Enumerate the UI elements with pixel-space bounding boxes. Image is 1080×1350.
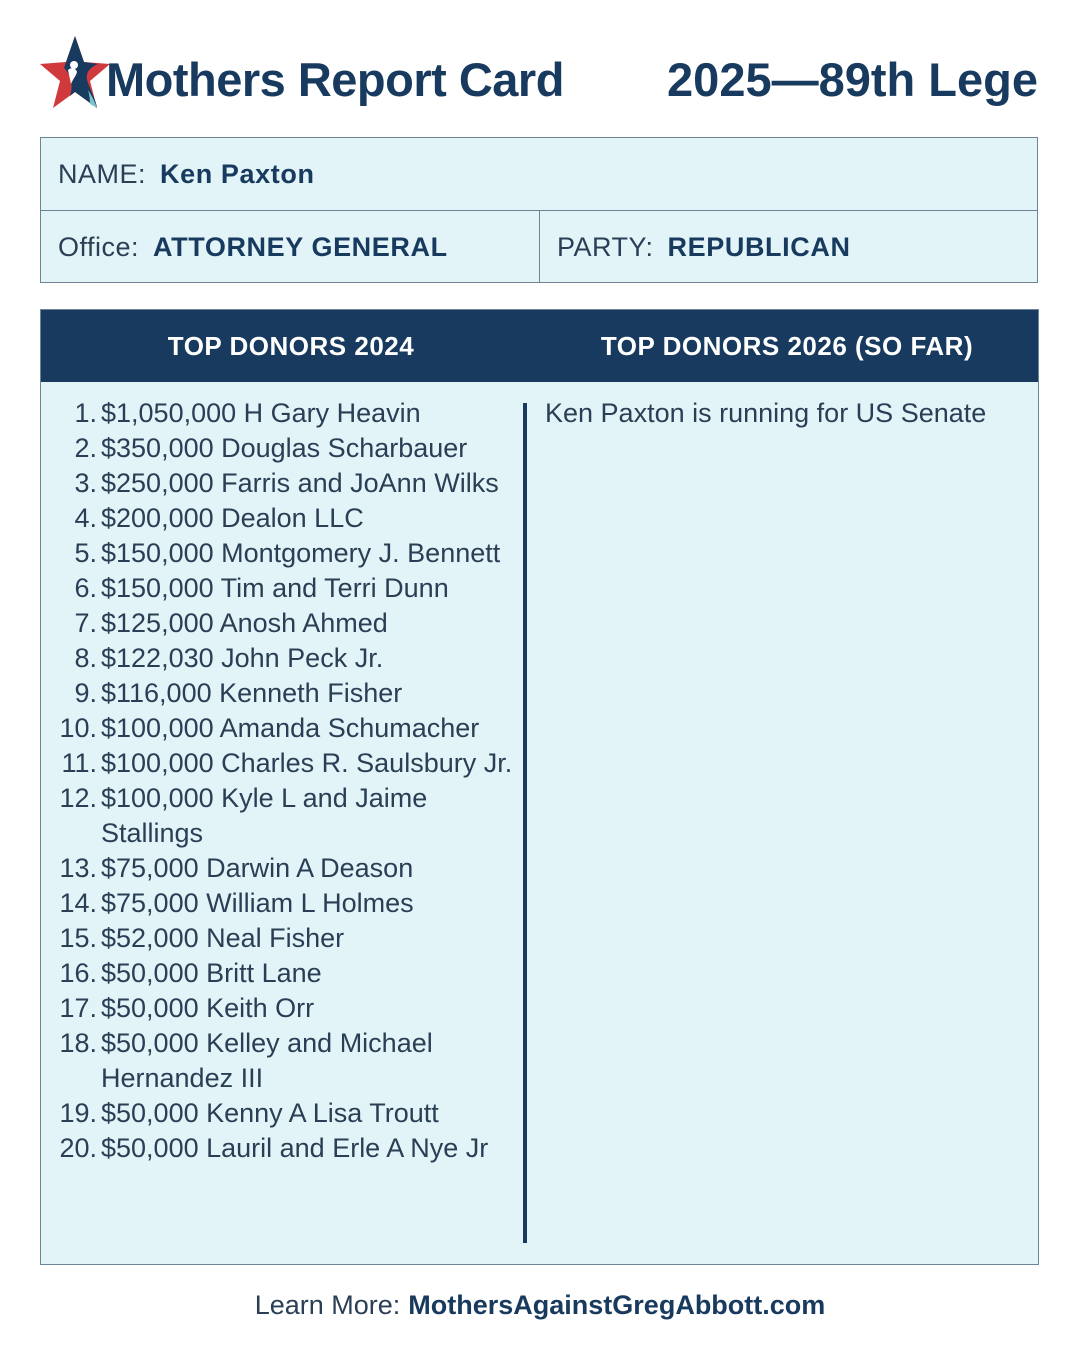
donor-text: $50,000 Lauril and Erle A Nye Jr	[101, 1133, 489, 1163]
donor-number: 12.	[59, 783, 97, 813]
donor-text: $1,050,000 H Gary Heavin	[101, 398, 421, 428]
donor-number: 9.	[74, 678, 97, 708]
col2-header: TOP DONORS 2026 (SO FAR)	[600, 330, 974, 361]
donor-number: 10.	[59, 713, 97, 743]
info-box	[40, 137, 1038, 283]
column-divider	[523, 403, 527, 1243]
donor-number: 15.	[59, 923, 97, 953]
office-label: Office:	[58, 232, 140, 262]
donor-item	[51, 571, 521, 606]
footer-link[interactable]: MothersAgainstGregAbbott.com	[408, 1290, 826, 1320]
donor-item	[51, 851, 521, 886]
brand-title: Mothers Report Card	[106, 53, 564, 106]
donor-text: $116,000 Kenneth Fisher	[101, 678, 403, 708]
donor-item	[51, 956, 521, 991]
donor-number: 5.	[74, 538, 97, 568]
name-row	[41, 138, 1037, 211]
donor-item	[51, 1026, 521, 1096]
party-label: PARTY:	[557, 232, 654, 262]
donor-number: 13.	[59, 853, 97, 883]
donor-number: 16.	[59, 958, 97, 988]
donor-text: $100,000 Amanda Schumacher	[101, 713, 480, 743]
donor-item	[51, 991, 521, 1026]
donor-number: 18.	[59, 1028, 97, 1058]
donor-item	[51, 501, 521, 536]
donor-list	[51, 396, 521, 1166]
donor-text: $200,000 Dealon LLC	[101, 503, 364, 533]
donor-text: $122,030 John Peck Jr.	[101, 643, 384, 673]
col1-header: TOP DONORS 2024	[167, 330, 415, 361]
col2-text: Ken Paxton is running for US Senate	[545, 398, 987, 428]
party-cell	[540, 211, 851, 284]
footer-label: Learn More:	[254, 1290, 401, 1320]
office-cell	[41, 211, 448, 284]
donor-item	[51, 746, 521, 781]
donor-number: 3.	[74, 468, 97, 498]
header	[0, 0, 1080, 130]
donor-text: $50,000 Kelley and Michael Hernandez III	[101, 1028, 433, 1093]
donor-item	[51, 606, 521, 641]
donor-number: 7.	[74, 608, 97, 638]
donor-item	[51, 921, 521, 956]
donor-item	[51, 676, 521, 711]
donor-text: $50,000 Kenny A Lisa Troutt	[101, 1098, 439, 1128]
donor-item	[51, 536, 521, 571]
donor-item	[51, 711, 521, 746]
name-cell	[41, 138, 315, 211]
name-value: Ken Paxton	[160, 159, 315, 189]
donor-text: $75,000 Darwin A Deason	[101, 853, 414, 883]
donor-text: $50,000 Keith Orr	[101, 993, 315, 1023]
donor-text: $50,000 Britt Lane	[101, 958, 322, 988]
donor-number: 2.	[74, 433, 97, 463]
donor-number: 17.	[59, 993, 97, 1023]
table-header	[41, 310, 1038, 382]
donor-text: $100,000 Kyle L and Jaime Stallings	[101, 783, 428, 848]
donors-table	[40, 309, 1039, 1265]
donor-item	[51, 466, 521, 501]
donor-number: 19.	[59, 1098, 97, 1128]
donor-number: 11.	[61, 748, 97, 778]
donor-number: 14.	[59, 888, 97, 918]
party-value: REPUBLICAN	[667, 232, 851, 262]
donor-text: $150,000 Tim and Terri Dunn	[101, 573, 449, 603]
session-title: 2025—89th Lege	[667, 53, 1038, 106]
donor-text: $150,000 Montgomery J. Bennett	[101, 538, 501, 568]
star-logo-icon	[40, 34, 110, 110]
footer	[0, 1290, 1080, 1321]
donor-number: 20.	[59, 1133, 97, 1163]
donor-item	[51, 781, 521, 851]
donor-text: $250,000 Farris and JoAnn Wilks	[101, 468, 499, 498]
donor-text: $100,000 Charles R. Saulsbury Jr.	[101, 748, 513, 778]
donor-number: 6.	[74, 573, 97, 603]
donor-item	[51, 886, 521, 921]
donor-number: 4.	[74, 503, 97, 533]
donor-text: $52,000 Neal Fisher	[101, 923, 345, 953]
name-label: NAME:	[58, 159, 147, 189]
donor-item	[51, 431, 521, 466]
donor-item	[51, 396, 521, 431]
office-party-row	[41, 211, 1037, 283]
donor-number: 8.	[74, 643, 97, 673]
donor-item	[51, 641, 521, 676]
donor-item	[51, 1096, 521, 1131]
donor-text: $350,000 Douglas Scharbauer	[101, 433, 468, 463]
donor-text: $125,000 Anosh Ahmed	[101, 608, 388, 638]
donor-text: $75,000 William L Holmes	[101, 888, 414, 918]
donor-number: 1.	[74, 398, 97, 428]
donor-item	[51, 1131, 521, 1166]
office-value: ATTORNEY GENERAL	[153, 232, 448, 262]
